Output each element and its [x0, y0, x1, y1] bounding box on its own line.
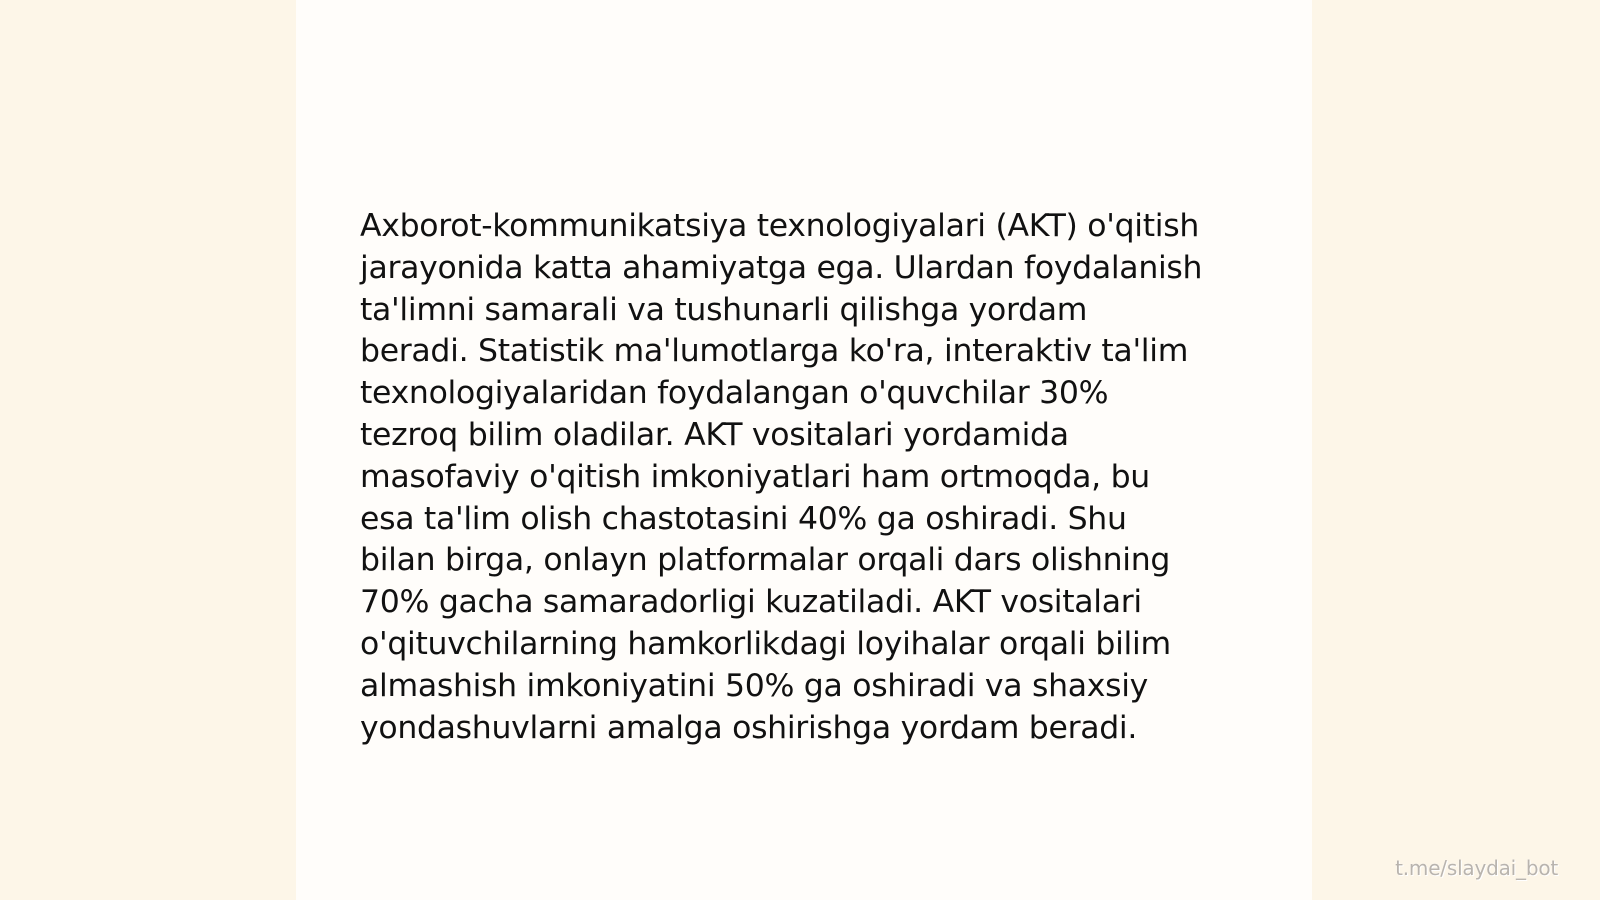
body-line: Axborot-kommunikatsiya texnologiyalari (AKT) o'qitish [360, 208, 1199, 244]
body-line: texnologiyalaridan foydalangan o'quvchilar 30% [360, 375, 1109, 412]
body-line: beradi. Statistik ma'lumotlarga ko'ra, interaktiv ta'lim [360, 333, 1189, 370]
body-line: o'qituvchilarning hamkorlikdagi loyihalar orqali bilim [360, 625, 1171, 662]
body-line: tezroq bilim oladilar. AKT vositalari yordamida [360, 416, 1069, 453]
body-line: yondashuvlarni amalga oshirishga yordam beradi. [360, 709, 1138, 746]
body-line: esa ta'lim olish chastotasini 40% ga oshiradi. Shu [360, 500, 1127, 537]
body-line: jarayonida katta ahamiyatga ega. Ulardan foydalanish [360, 249, 1203, 286]
watermark: t.me/slaydai_bot [1395, 856, 1558, 880]
slide-body-text [360, 206, 1260, 749]
body-line: ta'limni samarali va tushunarli qilishga yordam [360, 291, 1088, 328]
body-line: bilan birga, onlayn platformalar orqali dars olishning [360, 542, 1171, 579]
body-line: 70% gacha samaradorligi kuzatiladi. AKT vositalari [360, 584, 1142, 621]
body-line: almashish imkoniyatini 50% ga oshiradi va shaxsiy [360, 667, 1149, 704]
body-line: masofaviy o'qitish imkoniyatlari ham ortmoqda, bu [360, 458, 1150, 495]
